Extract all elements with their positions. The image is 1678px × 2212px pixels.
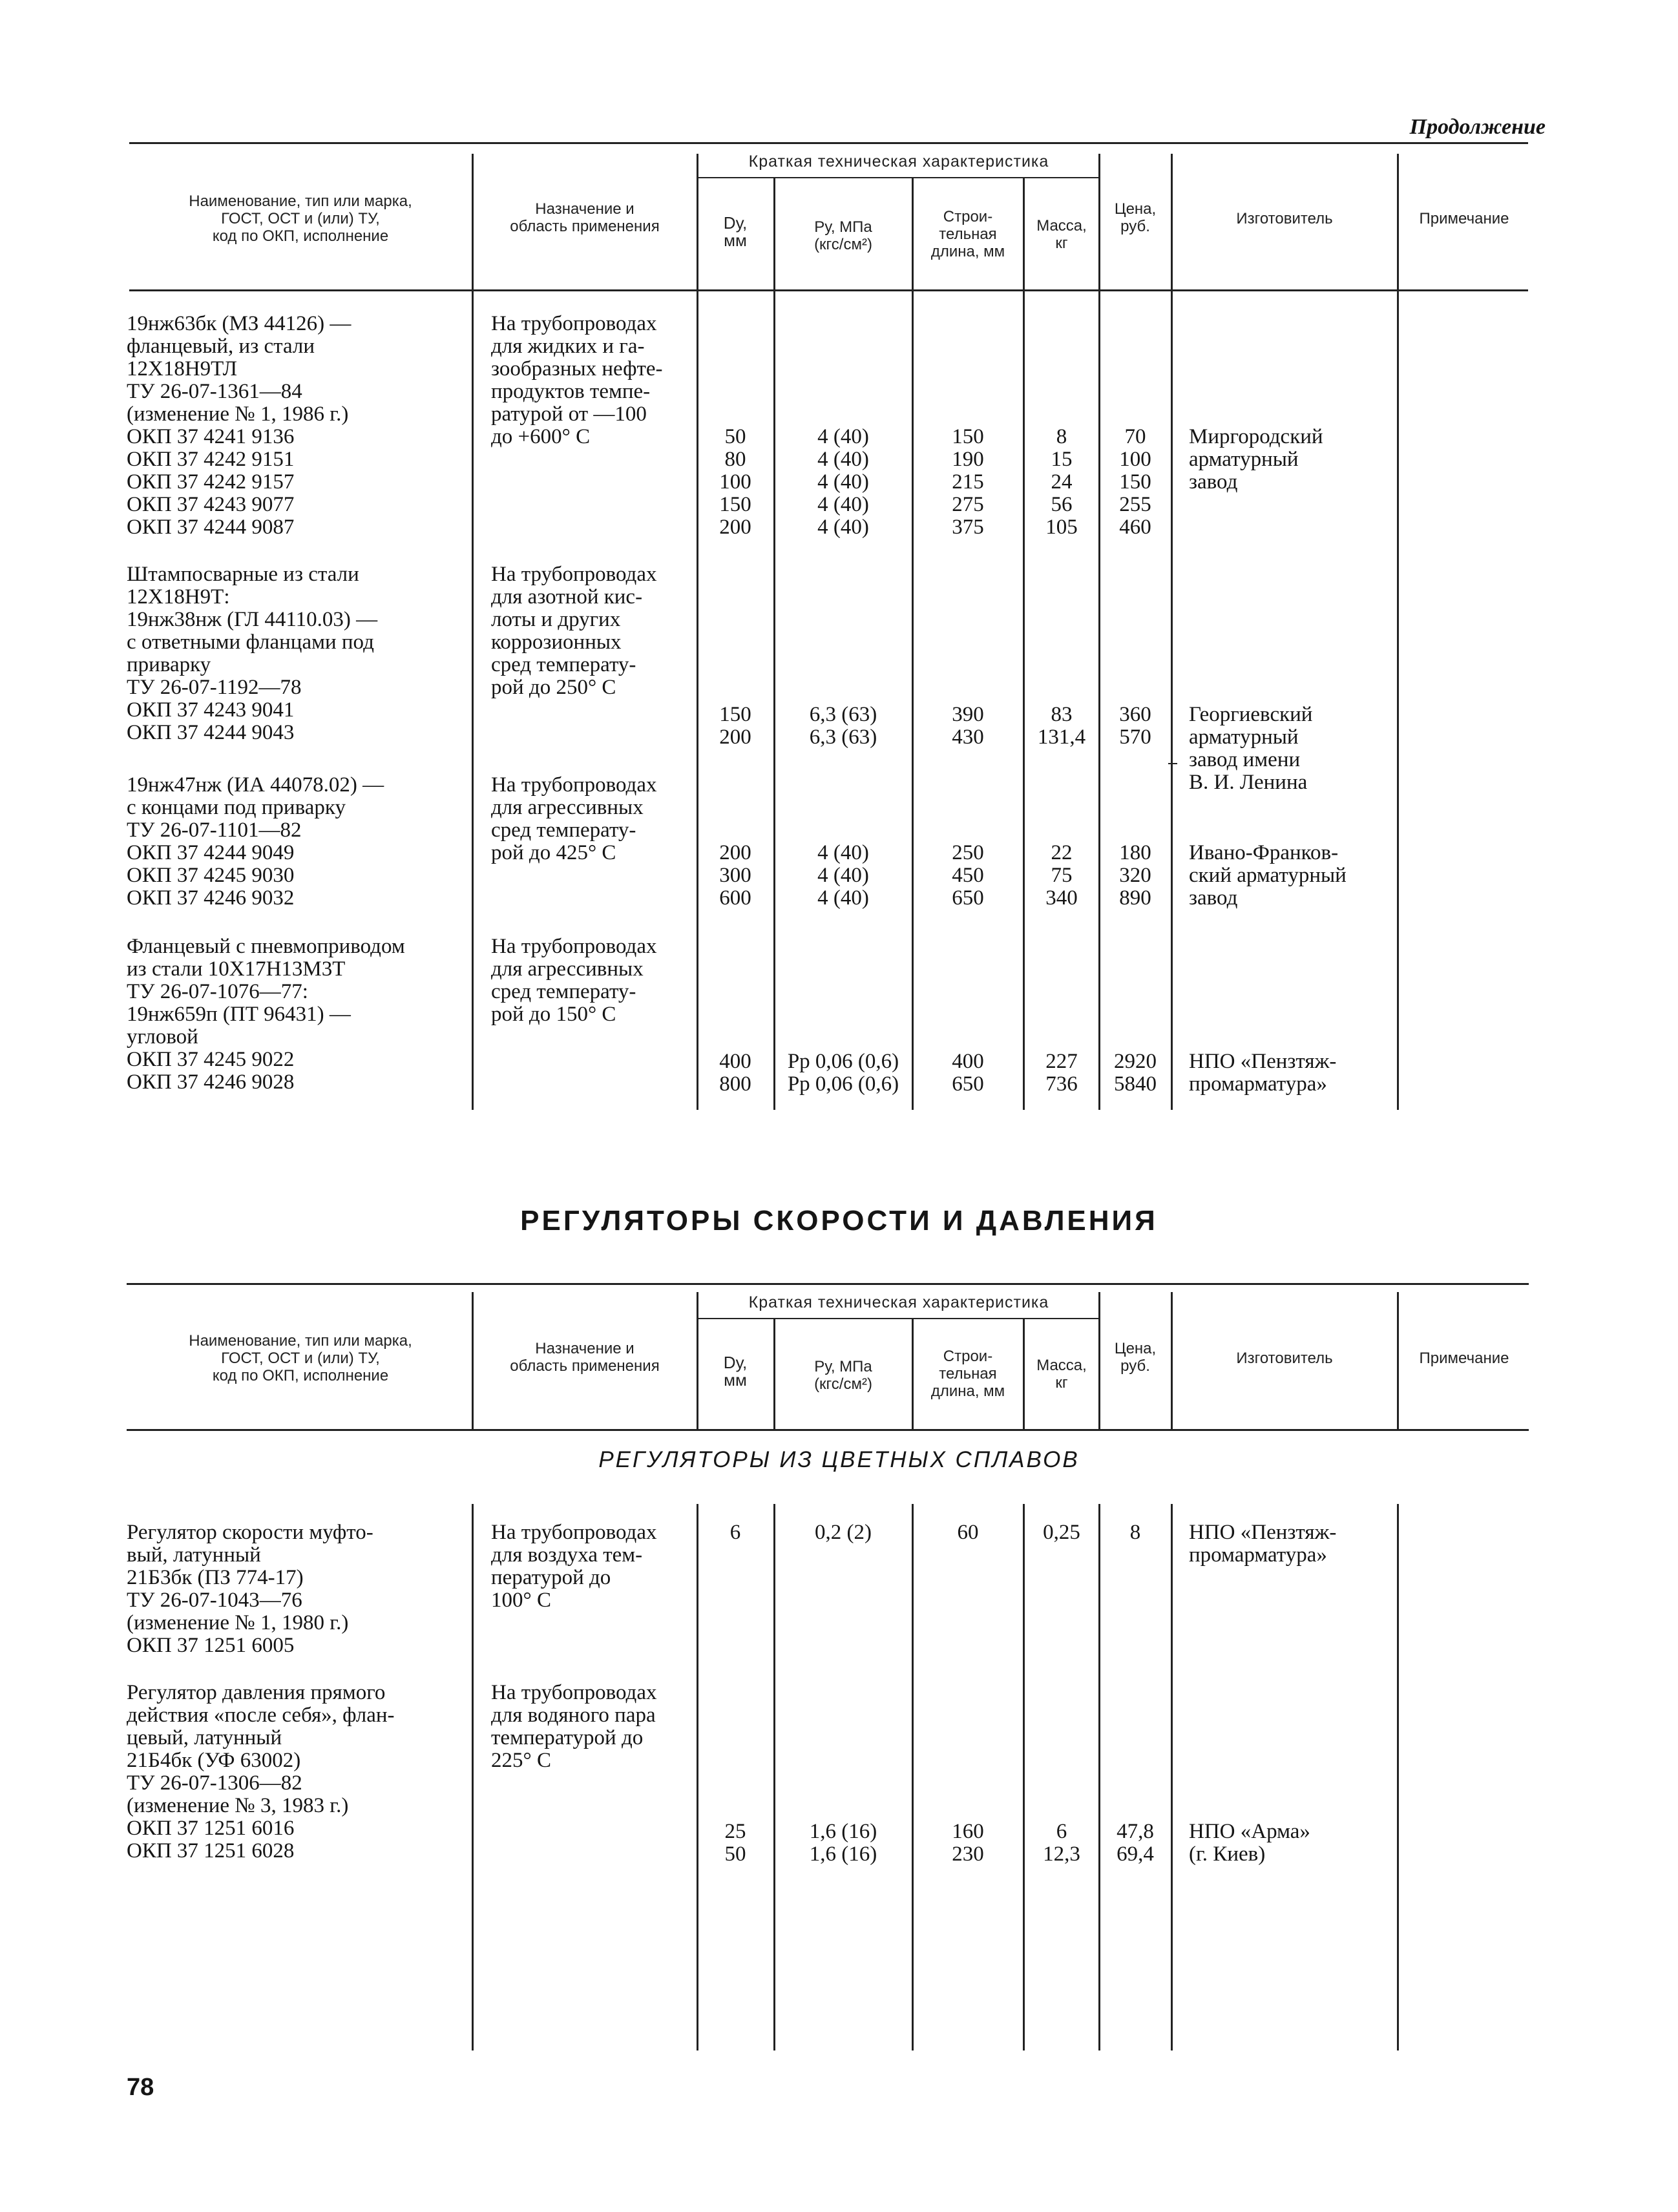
table-1-row-4-length: 400 650 [952, 1050, 984, 1096]
table-1-row-4-pn: Pр 0,06 (0,6) Pр 0,06 (0,6) [787, 1050, 899, 1096]
header-dn-col: Dу, мм [723, 1353, 748, 1390]
table-2-col-rule [912, 1318, 914, 1429]
table-2-col-rule [472, 1292, 474, 1429]
table-2-col-rule [697, 1504, 698, 2050]
table-1-row-3-dn: 200 300 600 [719, 841, 751, 910]
page-number: 78 [127, 2074, 154, 2101]
header-price-col: Цена, руб. [1114, 200, 1157, 235]
table-2-col-rule [1171, 1292, 1173, 1429]
table-1-top-rule [129, 142, 1528, 144]
table-2-header-bottom-rule [127, 1429, 1529, 1431]
table-2-row-1-length: 60 [957, 1521, 979, 1544]
table-1-row-4-mass: 227 736 [1045, 1050, 1078, 1096]
table-1-row-1-maker: Миргородский арматурный завод [1189, 425, 1323, 494]
table-1-header-bottom-rule [129, 289, 1528, 291]
header-dn-col: Dу, мм [723, 213, 748, 250]
header-purpose-col: Назначение и область применения [510, 1340, 660, 1375]
table-1-col-rule [472, 154, 474, 1110]
table-2-col-rule [1023, 1318, 1025, 1429]
subsection-title: РЕГУЛЯТОРЫ ИЗ ЦВЕТНЫХ СПЛАВОВ [598, 1447, 1080, 1472]
table-1-row-1-name: 19нж63бк (МЗ 44126) — фланцевый, из стали 12Х18Н9ТЛ ТУ 26-07-1361—84 (изменение № 1, 1986 г.) ОКП 37 4241 9136 ОКП 37 4242 9151 ОКП 37 4242 9157 ОКП 37 4243 9077 ОКП 37 4244 9087 [127, 312, 351, 539]
table-1-col-rule [1098, 154, 1100, 1110]
header-name-col: Наименование, тип или марка, ГОСТ, ОСТ и (или) ТУ, код по ОКП, исполнение [189, 1332, 412, 1384]
table-2-col-rule [1171, 1504, 1173, 2050]
header-note-col: Примечание [1419, 210, 1509, 227]
table-1-row-3-name: 19нж47нж (ИА 44078.02) — с концами под приварку ТУ 26-07-1101—82 ОКП 37 4244 9049 ОКП 37 4245 9030 ОКП 37 4246 9032 [127, 773, 384, 910]
table-2-row-2-price: 47,8 69,4 [1117, 1820, 1154, 1866]
table-2-row-1-dn: 6 [729, 1521, 741, 1544]
table-1-row-4-dn: 400 800 [719, 1050, 751, 1096]
header-maker-col: Изготовитель [1236, 1350, 1333, 1367]
table-2-col-rule [773, 1318, 775, 1429]
header-tech-group: Краткая техническая характеристика [748, 152, 1049, 171]
table-1-col-rule [912, 177, 914, 1110]
table-1-row-3-length: 250 450 650 [952, 841, 984, 910]
table-1-row-1-purpose: На трубопроводах для жидких и га- зообразных нефте- продуктов темпе- ратурой от —100 до +600° С [491, 312, 663, 448]
table-2-col-rule [1397, 1504, 1399, 2050]
table-1-row-4-name: Фланцевый с пневмоприводом из стали 10Х17Н13М3Т ТУ 26-07-1076—77: 19нж659п (ПТ 96431) — угловой ОКП 37 4245 9022 ОКП 37 4246 9028 [127, 935, 405, 1094]
table-2-col-rule [1397, 1292, 1399, 1429]
table-1-row-3-mass: 22 75 340 [1045, 841, 1078, 910]
table-2-row-1-maker: НПО «Пензтяж- промарматура» [1189, 1521, 1337, 1567]
table-1-row-3-price: 180 320 890 [1119, 841, 1151, 910]
table-1-row-2-maker: Георгиевский арматурный завод имени В. И. Ленина [1189, 703, 1313, 794]
table-2-row-2-dn: 25 50 [724, 1820, 746, 1866]
table-2-row-2-name: Регулятор давления прямого действия «после себя», флан- цевый, латунный 21Б4бк (УФ 63002) ТУ 26-07-1306—82 (изменение № 3, 1983 г.) ОКП 37 1251 6016 ОКП 37 1251 6028 [127, 1681, 395, 1862]
header-length-col: Строи- тельная длина, мм [930, 1348, 1005, 1400]
table-2-tech-group-rule [698, 1318, 1100, 1319]
table-1-row-2-name: Штампосварные из стали 12Х18Н9Т: 19нж38нж (ГЛ 44110.03) — с ответными фланцами под приварку ТУ 26-07-1192—78 ОКП 37 4243 9041 ОКП 37 4244 9043 [127, 563, 378, 744]
table-2-row-2-mass: 6 12,3 [1043, 1820, 1080, 1866]
table-2-row-1-mass: 0,25 [1043, 1521, 1080, 1544]
section-title: РЕГУЛЯТОРЫ СКОРОСТИ И ДАВЛЕНИЯ [520, 1205, 1158, 1236]
table-1-row-2-dn: 150 200 [719, 703, 751, 749]
header-note-col: Примечание [1419, 1350, 1509, 1367]
table-2-col-rule [912, 1504, 914, 2050]
header-name-col: Наименование, тип или марка, ГОСТ, ОСТ и (или) ТУ, код по ОКП, исполнение [189, 193, 412, 245]
header-mass-col: Масса, кг [1036, 217, 1087, 252]
table-1-row-3-purpose: На трубопроводах для агрессивных сред температу- рой до 425° С [491, 773, 657, 864]
table-1-col-rule [1023, 177, 1025, 1110]
table-2-col-rule [773, 1504, 775, 2050]
header-maker-col: Изготовитель [1236, 210, 1333, 227]
table-2-col-rule [697, 1292, 698, 1429]
table-1-col-rule [697, 154, 698, 1110]
header-price-col: Цена, руб. [1114, 1340, 1157, 1375]
table-2-row-1-price: 8 [1129, 1521, 1141, 1544]
table-1-col-rule [773, 177, 775, 1110]
table-1-row-3-pn: 4 (40) 4 (40) 4 (40) [817, 841, 869, 910]
header-pn-col: Pу, МПа (кгс/см²) [814, 218, 872, 253]
table-2-top-rule [127, 1283, 1529, 1285]
header-pn-col: Pу, МПа (кгс/см²) [814, 1358, 872, 1393]
table-1-row-2-length: 390 430 [952, 703, 984, 749]
table-2-col-rule [1098, 1504, 1100, 2050]
header-purpose-col: Назначение и область применения [510, 200, 660, 235]
table-1-row-1-length: 150 190 215 275 375 [952, 425, 984, 539]
table-2-row-2-length: 160 230 [952, 1820, 984, 1866]
row-2-dash-mark [1168, 763, 1177, 764]
table-1-row-4-maker: НПО «Пензтяж- промарматура» [1189, 1050, 1337, 1096]
table-1-row-2-purpose: На трубопроводах для азотной кис- лоты и других коррозионных сред температу- рой до 250° С [491, 563, 657, 699]
table-1-row-2-pn: 6,3 (63) 6,3 (63) [809, 703, 877, 749]
header-mass-col: Масса, кг [1036, 1357, 1087, 1392]
table-2-col-rule [1098, 1292, 1100, 1429]
table-1-col-rule [1397, 154, 1399, 1110]
table-1-row-1-pn: 4 (40) 4 (40) 4 (40) 4 (40) 4 (40) [817, 425, 869, 539]
table-1-row-2-mass: 83 131,4 [1037, 703, 1086, 749]
table-1-row-1-mass: 8 15 24 56 105 [1045, 425, 1078, 539]
header-length-col: Строи- тельная длина, мм [930, 208, 1005, 260]
table-2-row-1-pn: 0,2 (2) [815, 1521, 872, 1544]
table-1-row-1-price: 70 100 150 255 460 [1119, 425, 1151, 539]
table-2-row-2-purpose: На трубопроводах для водяного пара температурой до 225° С [491, 1681, 657, 1772]
table-2-row-1-purpose: На трубопроводах для воздуха тем- пературой до 100° С [491, 1521, 657, 1612]
table-2-col-rule [1023, 1504, 1025, 2050]
table-2-row-2-pn: 1,6 (16) 1,6 (16) [809, 1820, 877, 1866]
table-2-row-2-maker: НПО «Арма» (г. Киев) [1189, 1820, 1310, 1866]
table-1-col-rule [1171, 154, 1173, 1110]
table-2-col-rule [472, 1504, 474, 2050]
table-1-row-4-price: 2920 5840 [1114, 1050, 1157, 1096]
header-tech-group: Краткая техническая характеристика [748, 1293, 1049, 1311]
table-2-row-1-name: Регулятор скорости муфто- вый, латунный 21Б3бк (ПЗ 774-17) ТУ 26-07-1043—76 (изменение № 1, 1980 г.) ОКП 37 1251 6005 [127, 1521, 373, 1657]
table-1-tech-group-rule [698, 177, 1100, 178]
continuation-label: Продолжение [1409, 115, 1546, 139]
table-1-row-2-price: 360 570 [1119, 703, 1151, 749]
table-1-row-3-maker: Ивано-Франков- ский арматурный завод [1189, 841, 1347, 910]
table-1-row-1-dn: 50 80 100 150 200 [719, 425, 751, 539]
table-1-row-4-purpose: На трубопроводах для агрессивных сред температу- рой до 150° С [491, 935, 657, 1026]
